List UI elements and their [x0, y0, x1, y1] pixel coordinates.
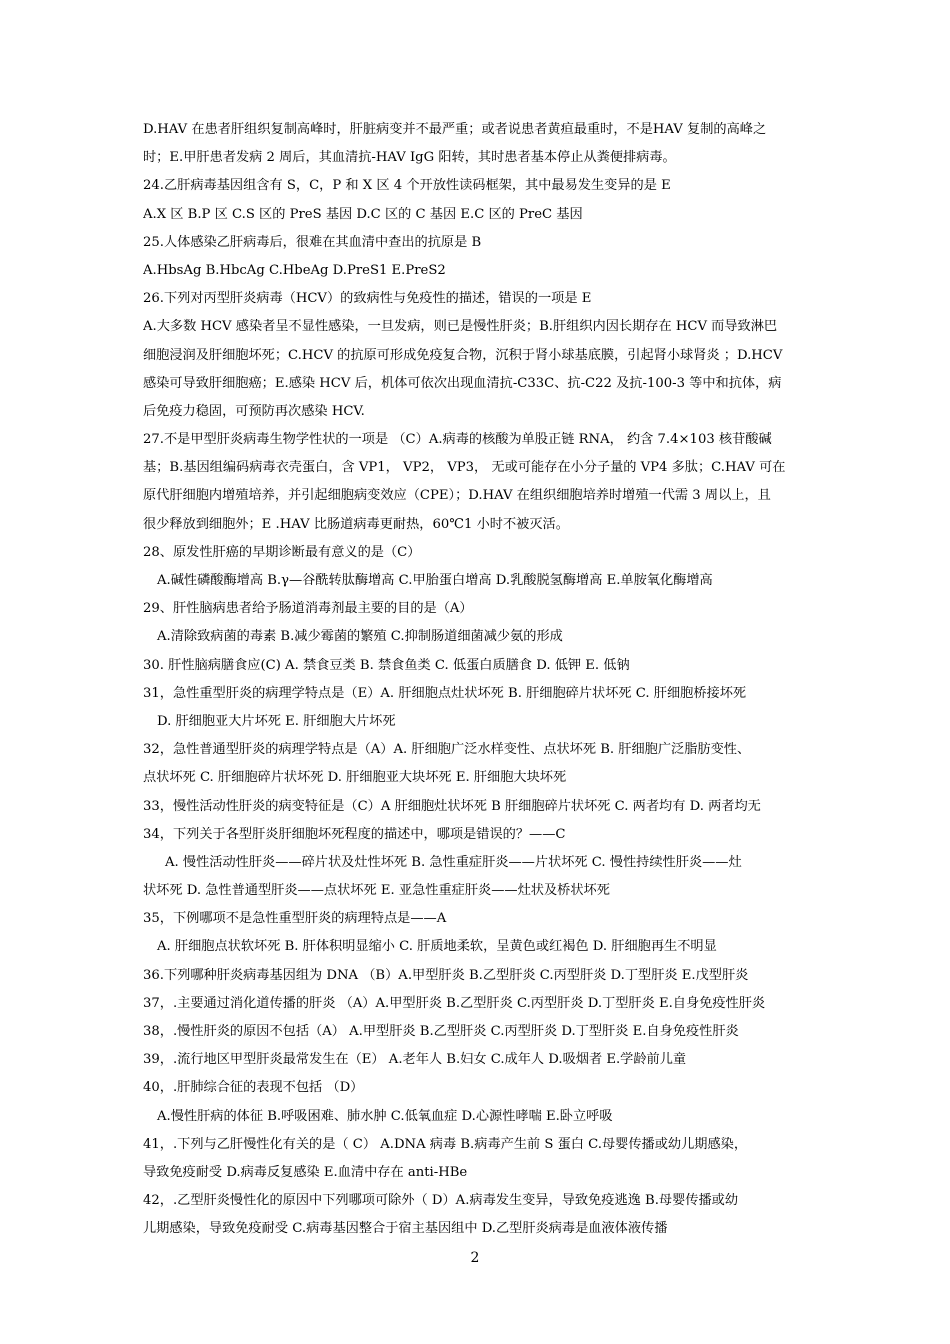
- question-32: 32，急性普通型肝炎的病理学特点是（A）A. 肝细胞广泛水样变性、点状坏死 B. 肝细胞广泛脂肪变性、: [143, 742, 751, 758]
- question-24-options: A.X 区 B.P 区 C.S 区的 PreS 基因 D.C 区的 C 基因 E.C 区的 PreC 基因: [143, 206, 583, 222]
- question-25-options: A.HbsAg B.HbcAg C.HbeAg D.PreS1 E.PreS2: [143, 262, 446, 278]
- question-28-options: A.碱性磷酸酶增高 B.γ—谷酰转肽酶增高 C.甲胎蛋白增高 D.乳酸脱氢酶增高 E.单胺氧化酶增高: [157, 573, 713, 588]
- text-line: 时；E.甲肝患者发病 2 周后，其血清抗-HAV IgG 阳转，其时患者基本停止从粪便排病毒。: [143, 150, 676, 166]
- text-line: 很少释放到细胞外；E .HAV 比肠道病毒更耐热，60℃1 小时不被灭活。: [143, 516, 569, 532]
- question-31: 31，急性重型肝炎的病理学特点是（E）A. 肝细胞点灶状坏死 B. 肝细胞碎片状坏死 C. 肝细胞桥接坏死: [143, 685, 747, 701]
- text-line: 状坏死 D. 急性普通型肝炎——点状坏死 E. 亚急性重症肝炎——灶状及桥状坏死: [143, 883, 610, 899]
- question-29-options: A.清除致病菌的毒素 B.减少霉菌的繁殖 C.抑制肠道细菌减少氨的形成: [157, 629, 563, 645]
- question-37: 37，.主要通过消化道传播的肝炎 （A）A.甲型肝炎 B.乙型肝炎 C.丙型肝炎 D.丁型肝炎 E.自身免疫性肝炎: [143, 995, 766, 1011]
- text-line: 细胞浸润及肝细胞坏死；C.HCV 的抗原可形成免疫复合物，沉积于肾小球基底膜，引起肾小球肾炎 ；D.HCV: [143, 347, 783, 363]
- question-24: 24.乙肝病毒基因组含有 S，C，P 和 X 区 4 个开放性读码框架，其中最易发生变异的是 E: [143, 178, 671, 194]
- text-line: 后免疫力稳固，可预防再次感染 HCV.: [143, 403, 365, 419]
- question-39: 39，.流行地区甲型肝炎最常发生在（E） A.老年人 B.妇女 C.成年人 D.吸烟者 E.学龄前儿童: [143, 1052, 687, 1068]
- page-body: [143, 116, 807, 1244]
- text-line: D.HAV 在患者肝组织复制高峰时，肝脏病变并不最严重；或者说患者黄疸最重时，不是HAV 复制的高峰之: [143, 122, 767, 137]
- question-29: 29、肝性脑病患者给予肠道消毒剂最主要的目的是（A）: [143, 601, 473, 617]
- text-line: 感染可导致肝细胞癌；E.感染 HCV 后，机体可依次出现血清抗-C33C、抗-C22 及抗-100-3 等中和抗体，病: [143, 375, 782, 391]
- text-line: 基；B.基因组编码病毒衣壳蛋白，含 VP1， VP2， VP3， 无或可能存在小分子量的 VP4 多肽；C.HAV 可在: [143, 460, 786, 476]
- question-26: 26.下列对丙型肝炎病毒（HCV）的致病性与免疫性的描述，错误的一项是 E: [143, 291, 592, 307]
- text-line: 儿期感染，导致免疫耐受 C.病毒基因整合于宿主基因组中 D.乙型肝炎病毒是血液体液传播: [143, 1221, 668, 1237]
- question-34: 34，下列关于各型肝炎肝细胞坏死程度的描述中，哪项是错误的？——C: [143, 826, 566, 842]
- question-42: 42，.乙型肝炎慢性化的原因中下列哪项可除外（ D）A.病毒发生变异，导致免疫逃逸 B.母婴传播或幼: [143, 1193, 739, 1209]
- text-line: 原代肝细胞内增殖培养，并引起细胞病变效应（CPE）；D.HAV 在组织细胞培养时增殖一代需 3 周以上，且: [143, 488, 771, 504]
- text-line: A.大多数 HCV 感染者呈不显性感染，一旦发病，则已是慢性肝炎；B.肝组织内因长期存在 HCV 而导致淋巴: [143, 319, 778, 335]
- text-line: 点状坏死 C. 肝细胞碎片状坏死 D. 肝细胞亚大块坏死 E. 肝细胞大块坏死: [143, 770, 567, 786]
- question-34-options: A. 慢性活动性肝炎——碎片状及灶性坏死 B. 急性重症肝炎——片状坏死 C. 慢性持续性肝炎——灶: [165, 854, 742, 870]
- question-40-options: A.慢性肝病的体征 B.呼吸困难、肺水肿 C.低氧血症 D.心源性哮喘 E.卧立呼吸: [157, 1108, 613, 1124]
- question-41: 41，.下列与乙肝慢性化有关的是（ C） A.DNA 病毒 B.病毒产生前 S 蛋白 C.母婴传播或幼儿期感染，: [143, 1136, 748, 1152]
- text-line: 导致免疫耐受 D.病毒反复感染 E.血清中存在 anti-HBe: [143, 1164, 468, 1180]
- question-35: 35，下例哪项不是急性重型肝炎的病理特点是——A: [143, 911, 447, 927]
- text-line: D. 肝细胞亚大片坏死 E. 肝细胞大片坏死: [157, 713, 396, 729]
- question-38: 38，.慢性肝炎的原因不包括（A） A.甲型肝炎 B.乙型肝炎 C.丙型肝炎 D.丁型肝炎 E.自身免疫性肝炎: [143, 1024, 739, 1039]
- question-40: 40，.肝肺综合征的表现不包括 （D）: [143, 1080, 364, 1096]
- page-number: 2: [470, 1250, 480, 1266]
- question-25: 25.人体感染乙肝病毒后，很难在其血清中查出的抗原是 B: [143, 234, 482, 250]
- question-30: 30. 肝性脑病膳食应(C) A. 禁食豆类 B. 禁食鱼类 C. 低蛋白质膳食 D. 低钾 E. 低钠: [143, 657, 630, 673]
- question-33: 33，慢性活动性肝炎的病变特征是（C）A 肝细胞灶状坏死 B 肝细胞碎片状坏死 C. 两者均有 D. 两者均无: [143, 798, 761, 814]
- question-35-options: A. 肝细胞点状软坏死 B. 肝体积明显缩小 C. 肝质地柔软，呈黄色或红褐色 D. 肝细胞再生不明显: [157, 939, 717, 955]
- question-27: 27.不是甲型肝炎病毒生物学性状的一项是 （C）A.病毒的核酸为单股正链 RNA， 约含 7.4×103 核苷酸碱: [143, 432, 772, 448]
- question-28: 28、原发性肝癌的早期诊断最有意义的是（C）: [143, 544, 421, 560]
- question-36: 36.下列哪种肝炎病毒基因组为 DNA （B）A.甲型肝炎 B.乙型肝炎 C.丙型肝炎 D.丁型肝炎 E.戊型肝炎: [143, 967, 749, 983]
